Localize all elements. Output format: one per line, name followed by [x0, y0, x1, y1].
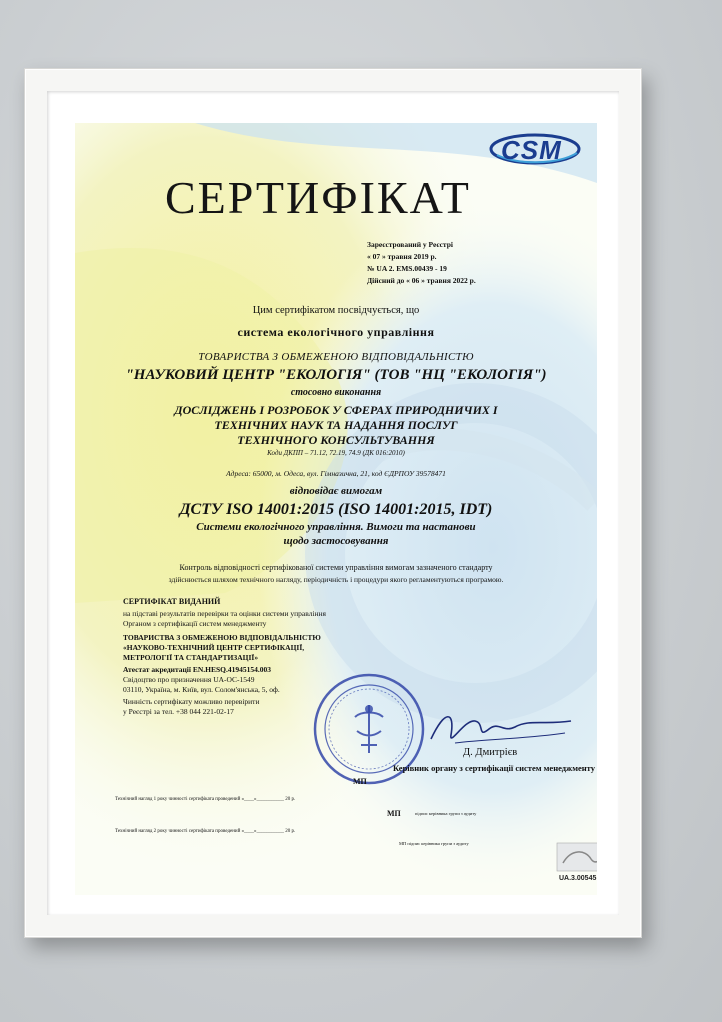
witness-number: Свідоцтво про призначення UA-OC-1549 — [123, 675, 255, 684]
control-text-1: Контроль відповідності сертифікованої системи управління вимогам зазначеного стандарту — [179, 563, 493, 572]
signer-name: Д. Дмитрієв — [463, 747, 518, 758]
registration-line-4: Дійсний до « 06 » травня 2022 р. — [367, 276, 476, 285]
org-type: ТОВАРИСТВА З ОБМЕЖЕНОЮ ВІДПОВІДАЛЬНІСТЮ — [198, 351, 474, 363]
standard-title-2: щодо застосовування — [283, 535, 389, 547]
issued-heading: СЕРТИФІКАТ ВИДАНИЙ — [123, 597, 221, 606]
activity-line-3: ТЕХНІЧНОГО КОНСУЛЬТУВАННЯ — [237, 433, 435, 447]
validity-line-1: Чинність сертифікату можливо перевірити — [123, 697, 260, 706]
logo-text: CSM — [501, 135, 562, 165]
registration-line-3: № UA 2. EMS.00439 - 19 — [367, 264, 447, 273]
issuer-address: 03110, Україна, м. Київ, вул. Солом'янська, 5, оф. — [123, 685, 280, 694]
activity-line-2: ТЕХНІЧНИХ НАУК ТА НАДАННЯ ПОСЛУГ — [214, 418, 458, 432]
mp-label-audit: МП — [387, 809, 401, 818]
regarding-text: стосовно виконання — [290, 387, 382, 398]
picture-frame — [24, 68, 642, 938]
registration-line-2: « 07 » травня 2019 р. — [367, 252, 437, 261]
issuer-line-2: «НАУКОВО-ТЕХНІЧНИЙ ЦЕНТР СЕРТИФІКАЦІЇ, — [123, 643, 305, 652]
mp-label-main: МП — [353, 777, 367, 786]
issued-body: Органом з сертифікації систем менеджменту — [123, 619, 267, 628]
org-address: Адреса: 65000, м. Одеса, вул. Гімназична, 21, код ЄДРПОУ 39578471 — [226, 469, 446, 478]
ua-code: UA.3.00545 — [559, 875, 597, 882]
audit-line-2: Технічний нагляд 2 року чинності сертифіката проведений «____»___________ 20 р. — [115, 829, 296, 834]
activity-line-1: ДОСЛІДЖЕНЬ І РОЗРОБОК У СФЕРАХ ПРИРОДНИЧИХ І — [174, 403, 498, 417]
issuer-line-1: ТОВАРИСТВА З ОБМЕЖЕНОЮ ВІДПОВІДАЛЬНІСТЮ — [123, 633, 321, 642]
signer-role: Керівник органу з сертифікації систем менеджменту — [392, 763, 595, 773]
meets-text: відповідає вимогам — [289, 485, 383, 497]
attestation-number: Атестат акредитації EN.HESQ.41945154.003 — [123, 665, 271, 674]
standard-code: ДСТУ ISO 14001:2015 (ISO 14001:2015, IDT) — [179, 501, 493, 518]
registration-line-1: Зареєстрований у Реєстрі — [367, 240, 453, 249]
csm-logo — [487, 131, 583, 169]
control-text-2: здійснюється шляхом технічного нагляду, періодичність і процедури якого регламентуються програмою. — [168, 575, 504, 584]
audit-line-1: Технічний нагляд 1 року чинності сертифіката проведений «____»___________ 20 р. — [115, 797, 296, 802]
activity-codes: Коди ДКПП – 71.12, 72.19, 74.9 (ДК 016:2010) — [267, 449, 405, 457]
standard-title-1: Системи екологічного управління. Вимоги та настанови — [196, 521, 476, 533]
audit-note-2: МП підпис керівника групи з аудиту — [399, 841, 469, 846]
registration-block — [367, 239, 476, 287]
system-name: система екологічного управління — [237, 325, 435, 339]
confirm-text: Цим сертифікатом посвідчується, що — [252, 305, 420, 316]
issuer-line-3: МЕТРОЛОГІЇ ТА СТАНДАРТИЗАЦІЇ» — [123, 653, 259, 662]
frame-mat — [47, 91, 619, 915]
audit-note-1: підпис керівника групи з аудиту — [415, 811, 477, 816]
certificate-paper — [75, 123, 597, 895]
certificate-title: СЕРТИФІКАТ — [165, 172, 471, 223]
issued-basis: на підставі результатів перевірки та оцінки системи управління — [123, 609, 327, 618]
org-name: "НАУКОВИЙ ЦЕНТР "ЕКОЛОГІЯ" (ТОВ "НЦ "ЕКОЛОГІЯ") — [125, 367, 547, 383]
validity-line-2: у Реєстрі за тел. +38 044 221-02-17 — [123, 707, 234, 716]
